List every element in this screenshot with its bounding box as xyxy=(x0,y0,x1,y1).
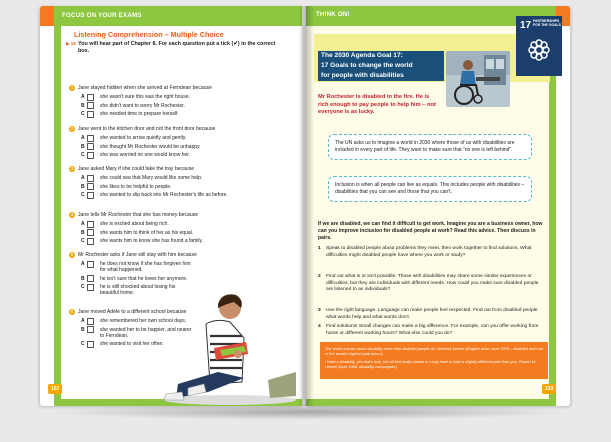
question-stem: Jane stayed hidden when she arrived at Ferndean because xyxy=(78,85,212,91)
tick-box[interactable] xyxy=(87,111,94,118)
right-page xyxy=(306,6,570,406)
option-letter: A xyxy=(81,175,85,182)
tick-box[interactable] xyxy=(87,284,94,291)
wheelchair-photo xyxy=(446,51,510,107)
option-text: he is still shocked about losing his beautiful home. xyxy=(100,284,176,297)
tick-box[interactable] xyxy=(87,275,94,282)
tick-box[interactable] xyxy=(87,326,94,333)
option-text: she wasn't sure this was the right house. xyxy=(100,94,190,101)
title-line-1: The 2030 Agenda Goal 17: xyxy=(318,51,444,61)
option-letter: C xyxy=(81,238,85,245)
answer-option xyxy=(78,238,283,244)
answer-option xyxy=(78,221,283,227)
question-number-badge: 5 xyxy=(70,252,74,257)
option-letter: B xyxy=(81,229,85,236)
advice-text: Find out what is or isn't possible. Those with disabilities may share some similar experiences or difficulties, but they are individuals with different needs. How could you make sure disabled people are listened to as individuals? xyxy=(326,274,539,293)
advice-number: 3 xyxy=(318,308,321,313)
answer-option xyxy=(78,261,193,273)
tick-box[interactable] xyxy=(87,192,94,199)
tick-box[interactable] xyxy=(87,152,94,159)
option-letter: A xyxy=(81,261,85,268)
option-letter: C xyxy=(81,341,85,348)
question-stem: Jane asked Mary if she could take the tray because xyxy=(78,166,195,172)
callout-un-2030: The UN asks us to imagine a world in 2030 where those of us with disabilities are included in every part of life. They want to make sure that “no one is left behind”. xyxy=(328,134,532,160)
answer-option xyxy=(78,175,283,181)
question-number-badge: 1 xyxy=(70,85,74,90)
option-letter: B xyxy=(81,275,85,282)
advice-number: 2 xyxy=(318,274,321,279)
option-letter: A xyxy=(81,135,85,142)
option-text: she was worried no one would know her. xyxy=(100,152,191,159)
option-text: she remembered her own school days. xyxy=(100,318,187,325)
answer-option xyxy=(78,144,283,150)
page-number-right: 103 xyxy=(542,384,556,394)
sdg-flower-icon xyxy=(527,38,551,62)
intro-text: Mr Rochester is disabled in the fire. He is rich enough to pay people to help him – not everyone is as lucky. xyxy=(318,94,436,116)
tick-box[interactable] xyxy=(87,229,94,236)
question-stem: Jane tells Mr Rochester that she has money because xyxy=(78,212,199,218)
tick-box[interactable] xyxy=(87,102,94,109)
option-text: she could see that Mary would like some help. xyxy=(100,175,203,182)
answer-option xyxy=(78,230,283,236)
left-header-text: FOCUS ON YOUR EXAMS xyxy=(62,12,142,19)
answer-option xyxy=(78,111,283,117)
advice-number: 4 xyxy=(318,324,321,329)
tick-box[interactable] xyxy=(87,238,94,245)
advice-text: Find solutions! Small changes can make a big difference. For example, can you offer working from home or different working hours? What else could you do? xyxy=(326,324,539,336)
question-stem: Jane went to the kitchen door and not the front door because xyxy=(78,126,216,132)
answer-option xyxy=(78,152,283,158)
callout-inclusion: Inclusion is when all people can live as equals. This includes people with disabilities – disabilities that you can see and those that you can't. xyxy=(328,176,532,202)
question-number-badge: 4 xyxy=(70,212,74,217)
question-1 xyxy=(70,85,283,118)
cd-track-icon: ▶ 19 xyxy=(66,41,76,46)
tick-box[interactable] xyxy=(87,94,94,101)
option-letter: C xyxy=(81,152,85,159)
advice-text: Use the right language. Language can make people feel respected. Find out from disabled people what words help and what words don't. xyxy=(326,308,538,320)
question-4 xyxy=(70,212,283,245)
student-illustration xyxy=(158,292,298,406)
exercise-title: Listening Comprehension – Multiple Choice xyxy=(74,30,224,39)
option-text: she wanted to visit her often. xyxy=(100,341,164,348)
left-header-bar xyxy=(40,6,302,26)
tick-box[interactable] xyxy=(87,175,94,182)
answer-option xyxy=(78,135,283,141)
discussion-prompt: If we are disabled, we can find it difficult to get work. Imagine you are a business owner, how can you improve inclusion for disabled people at work? Read this advice. Then discuss in pairs. xyxy=(318,221,543,241)
left-page xyxy=(40,6,302,406)
open-book xyxy=(40,6,575,416)
option-text: she likes to be helpful to people. xyxy=(100,183,172,190)
question-5 xyxy=(70,252,268,297)
quote-2: I have a disability, yes that's true, but all that really means is I may have to take a slightly different path than you. Robert M. Hensel (born 1969, disability campaigner) xyxy=(325,358,537,369)
option-text: she wanted to slip back into Mr Rochester's life as before. xyxy=(100,192,228,199)
tick-box[interactable] xyxy=(87,183,94,190)
book-spine-gutter xyxy=(298,6,314,406)
option-text: she wants him to think of her as his equal. xyxy=(100,229,194,236)
option-letter: C xyxy=(81,111,85,118)
option-text: she didn't want to worry Mr Rochester. xyxy=(100,102,185,109)
page-number-left: 102 xyxy=(48,384,62,394)
instructions-text: You will hear part of Chapter 8. For each question put a tick (✔) in the correct box. xyxy=(78,41,276,55)
option-text: she thought Mr Rochester would be unhappy. xyxy=(100,143,201,150)
question-stem: Mr Rochester asks if Jane will stay with him because xyxy=(78,252,197,258)
question-number-badge: 6 xyxy=(70,309,74,314)
sdg-17-badge xyxy=(516,16,562,76)
question-stem: Jane moved Adèle to a different school because xyxy=(78,309,187,315)
tick-box[interactable] xyxy=(87,341,94,348)
option-letter: B xyxy=(81,183,85,190)
title-line-2: 17 Goals to change the world xyxy=(318,61,444,71)
option-letter: A xyxy=(81,221,85,228)
option-letter: A xyxy=(81,318,85,325)
advice-item-1 xyxy=(318,246,544,259)
option-text: she is excited about being rich. xyxy=(100,221,169,228)
right-header-text: THINK ON! xyxy=(316,11,350,18)
tick-box[interactable] xyxy=(87,221,94,228)
advice-item-4 xyxy=(318,324,544,337)
option-text: she needed time to prepare herself. xyxy=(100,111,179,118)
option-text: she wanted her to be happier, and nearer to Ferndean. xyxy=(100,326,192,339)
answer-option xyxy=(78,94,283,100)
answer-option xyxy=(78,192,283,198)
question-3 xyxy=(70,166,283,199)
option-text: she wants him to know she has found a family. xyxy=(100,238,204,245)
answer-option xyxy=(78,103,283,109)
answer-option xyxy=(78,276,193,282)
option-letter: B xyxy=(81,102,85,109)
sdg-title: PARTNERSHIPS FOR THE GOALS xyxy=(533,19,561,27)
option-letter: C xyxy=(81,284,85,291)
instructions xyxy=(66,41,283,56)
quote-1: The world worries about disability more than disabled people do. Warwick Davies (English actor, born 1970 – disabled and one of the world's highest paid actors) xyxy=(325,346,543,357)
advice-text: Speak to disabled people about problems they meet, then work together to find solutions. What difficulties might disabled people have where you work or study? xyxy=(326,246,532,258)
quotes-box xyxy=(320,342,548,379)
advice-item-2 xyxy=(318,274,544,294)
advice-item-3 xyxy=(318,308,544,321)
option-text: she wanted to arrive quietly and gently. xyxy=(100,135,187,142)
option-text: he isn't sure that he loves her anymore. xyxy=(100,275,188,282)
question-number-badge: 3 xyxy=(70,166,74,171)
tick-box[interactable] xyxy=(87,135,94,142)
option-letter: C xyxy=(81,192,85,199)
question-number-badge: 2 xyxy=(70,126,74,131)
left-orange-tab xyxy=(40,6,54,26)
question-2 xyxy=(70,126,283,159)
sdg-number: 17 xyxy=(520,20,532,31)
tick-box[interactable] xyxy=(87,318,94,325)
option-text: he does not know if she has forgiven him for what happened. xyxy=(100,261,191,274)
answer-option xyxy=(78,184,283,190)
title-line-3: for people with disabilities xyxy=(318,71,444,81)
option-letter: B xyxy=(81,326,85,333)
option-letter: A xyxy=(81,94,85,101)
advice-number: 1 xyxy=(318,246,321,251)
tick-box[interactable] xyxy=(87,143,94,150)
option-letter: B xyxy=(81,143,85,150)
tick-box[interactable] xyxy=(87,261,94,268)
